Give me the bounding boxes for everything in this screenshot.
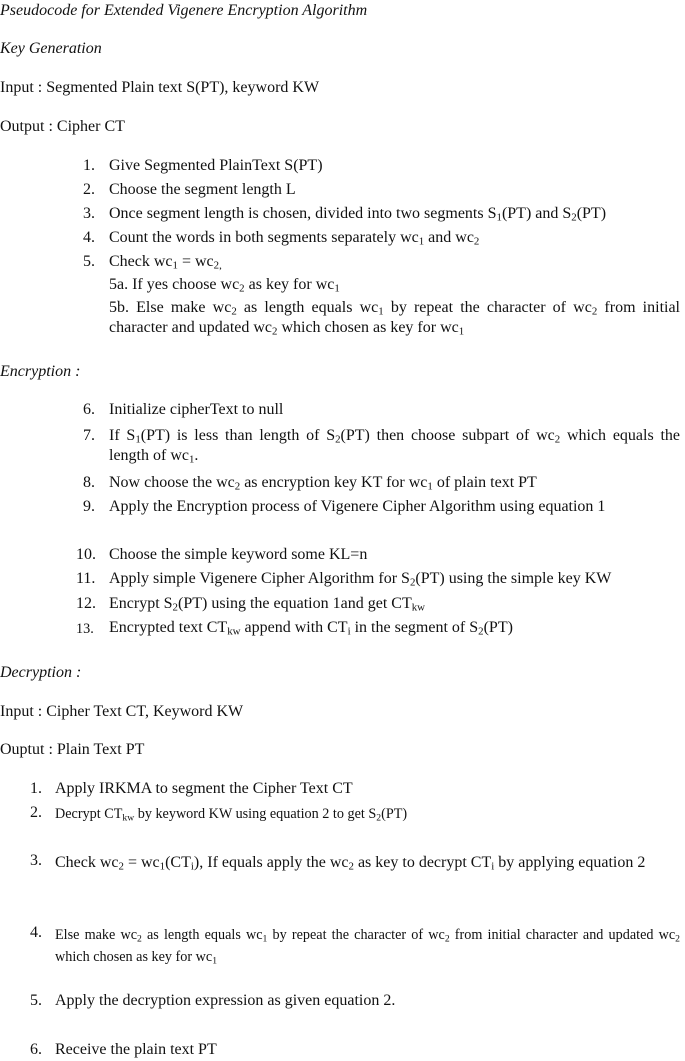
step-number: 9. (83, 498, 95, 515)
step-number: 1. (30, 780, 42, 797)
step-number: 5. (83, 253, 95, 270)
decryption-step-2: Decrypt $CT_{kw}$ by keyword KW using equation 2 to get $S_2(PT)$ (55, 806, 408, 824)
keygen-step-4: Count the words in both segments separately $wc_1$ and $wc_2$ (109, 229, 480, 248)
decryption-step-5: Apply the decryption expression as given equation 2. (55, 992, 396, 1009)
step-number: 2. (30, 804, 42, 821)
step-number: 6. (83, 401, 95, 418)
page-title: Pseudocode for Extended Vigenere Encryption Algorithm (0, 2, 368, 19)
keygen-step-5b: 5b. Else make $wc_2$ as length equals $wc_1$ by repeat the character of $wc_2$ from initial character and updated $wc_2$ which chosen as key for $wc_1$ (109, 299, 681, 338)
keygen-step-1: Give Segmented PlainText S(PT) (109, 157, 323, 174)
decryption-heading: Decryption : (0, 664, 82, 681)
encryption-heading: Encryption : (0, 363, 81, 380)
encryption-step-7: If $S_1(PT)$ is less than length of $S_2(PT)$ then choose subpart of $wc_2$ which equals the length of $wc_1$. (109, 427, 680, 466)
step-number: 3. (30, 852, 42, 869)
keygen-input: Input : Segmented Plain text S(PT), keyword KW (0, 79, 320, 96)
encryption-step-12: Encrypt $S_2(PT)$ using the equation 1and get $CT_{kw}$ (109, 595, 426, 614)
encryption-step-6: Initialize cipherText to null (109, 401, 284, 418)
step-number: 5. (30, 992, 42, 1009)
step-number: 10. (76, 546, 96, 563)
decryption-step-1: Apply IRKMA to segment the Cipher Text CT (55, 780, 353, 797)
key-generation-heading: Key Generation (0, 40, 102, 57)
decryption-step-3: Check $wc_2 = wc_1(CT_i)$, If equals apply the $wc_2$ as key to decrypt $CT_i$ by applying equation 2 (55, 854, 646, 873)
keygen-step-5: Check $wc_1 = wc_{2,}$ (109, 253, 222, 272)
decryption-step-4: Else make $wc_2$ as length equals $wc_1$ by repeat the character of $wc_2$ from initial character and updated $wc_2$ which chosen as key for $wc_1$ (55, 927, 680, 967)
step-number: 13. (76, 621, 94, 637)
step-number: 11. (76, 570, 96, 587)
step-number: 8. (83, 474, 95, 491)
step-number: 4. (30, 924, 42, 941)
encryption-step-9: Apply the Encryption process of Vigenere Cipher Algorithm using equation 1 (109, 498, 606, 515)
keygen-step-5a: 5a. If yes choose $wc_2$ as key for $wc_1$ (109, 276, 340, 295)
step-number: 7. (83, 427, 95, 444)
step-number: 6. (30, 1041, 42, 1058)
step-number: 1. (83, 157, 95, 174)
keygen-step-2: Choose the segment length L (109, 181, 296, 198)
keygen-step-3: Once segment length is chosen, divided into two segments $S_1(PT)$ and $S_2(PT)$ (109, 205, 607, 224)
decryption-input: Input : Cipher Text CT, Keyword KW (0, 703, 244, 720)
encryption-step-11: Apply simple Vigenere Cipher Algorithm for $S_2(PT)$ using the simple key KW (109, 570, 612, 589)
step-number: 2. (83, 181, 95, 198)
step-number: 4. (83, 229, 95, 246)
encryption-step-8: Now choose the $wc_2$ as encryption key KT for $wc_1$ of plain text PT (109, 474, 537, 493)
step-number: 12. (76, 595, 96, 612)
step-number: 3. (83, 205, 95, 222)
decryption-output: Ouptut : Plain Text PT (0, 741, 145, 758)
encryption-step-10: Choose the simple keyword some KL=n (109, 546, 368, 563)
keygen-output: Output : Cipher CT (0, 118, 125, 135)
decryption-step-6: Receive the plain text PT (55, 1041, 217, 1058)
encryption-step-13: Encrypted text $CT_{kw}$ append with $CT_i$ in the segment of $S_2(PT)$ (109, 619, 513, 638)
